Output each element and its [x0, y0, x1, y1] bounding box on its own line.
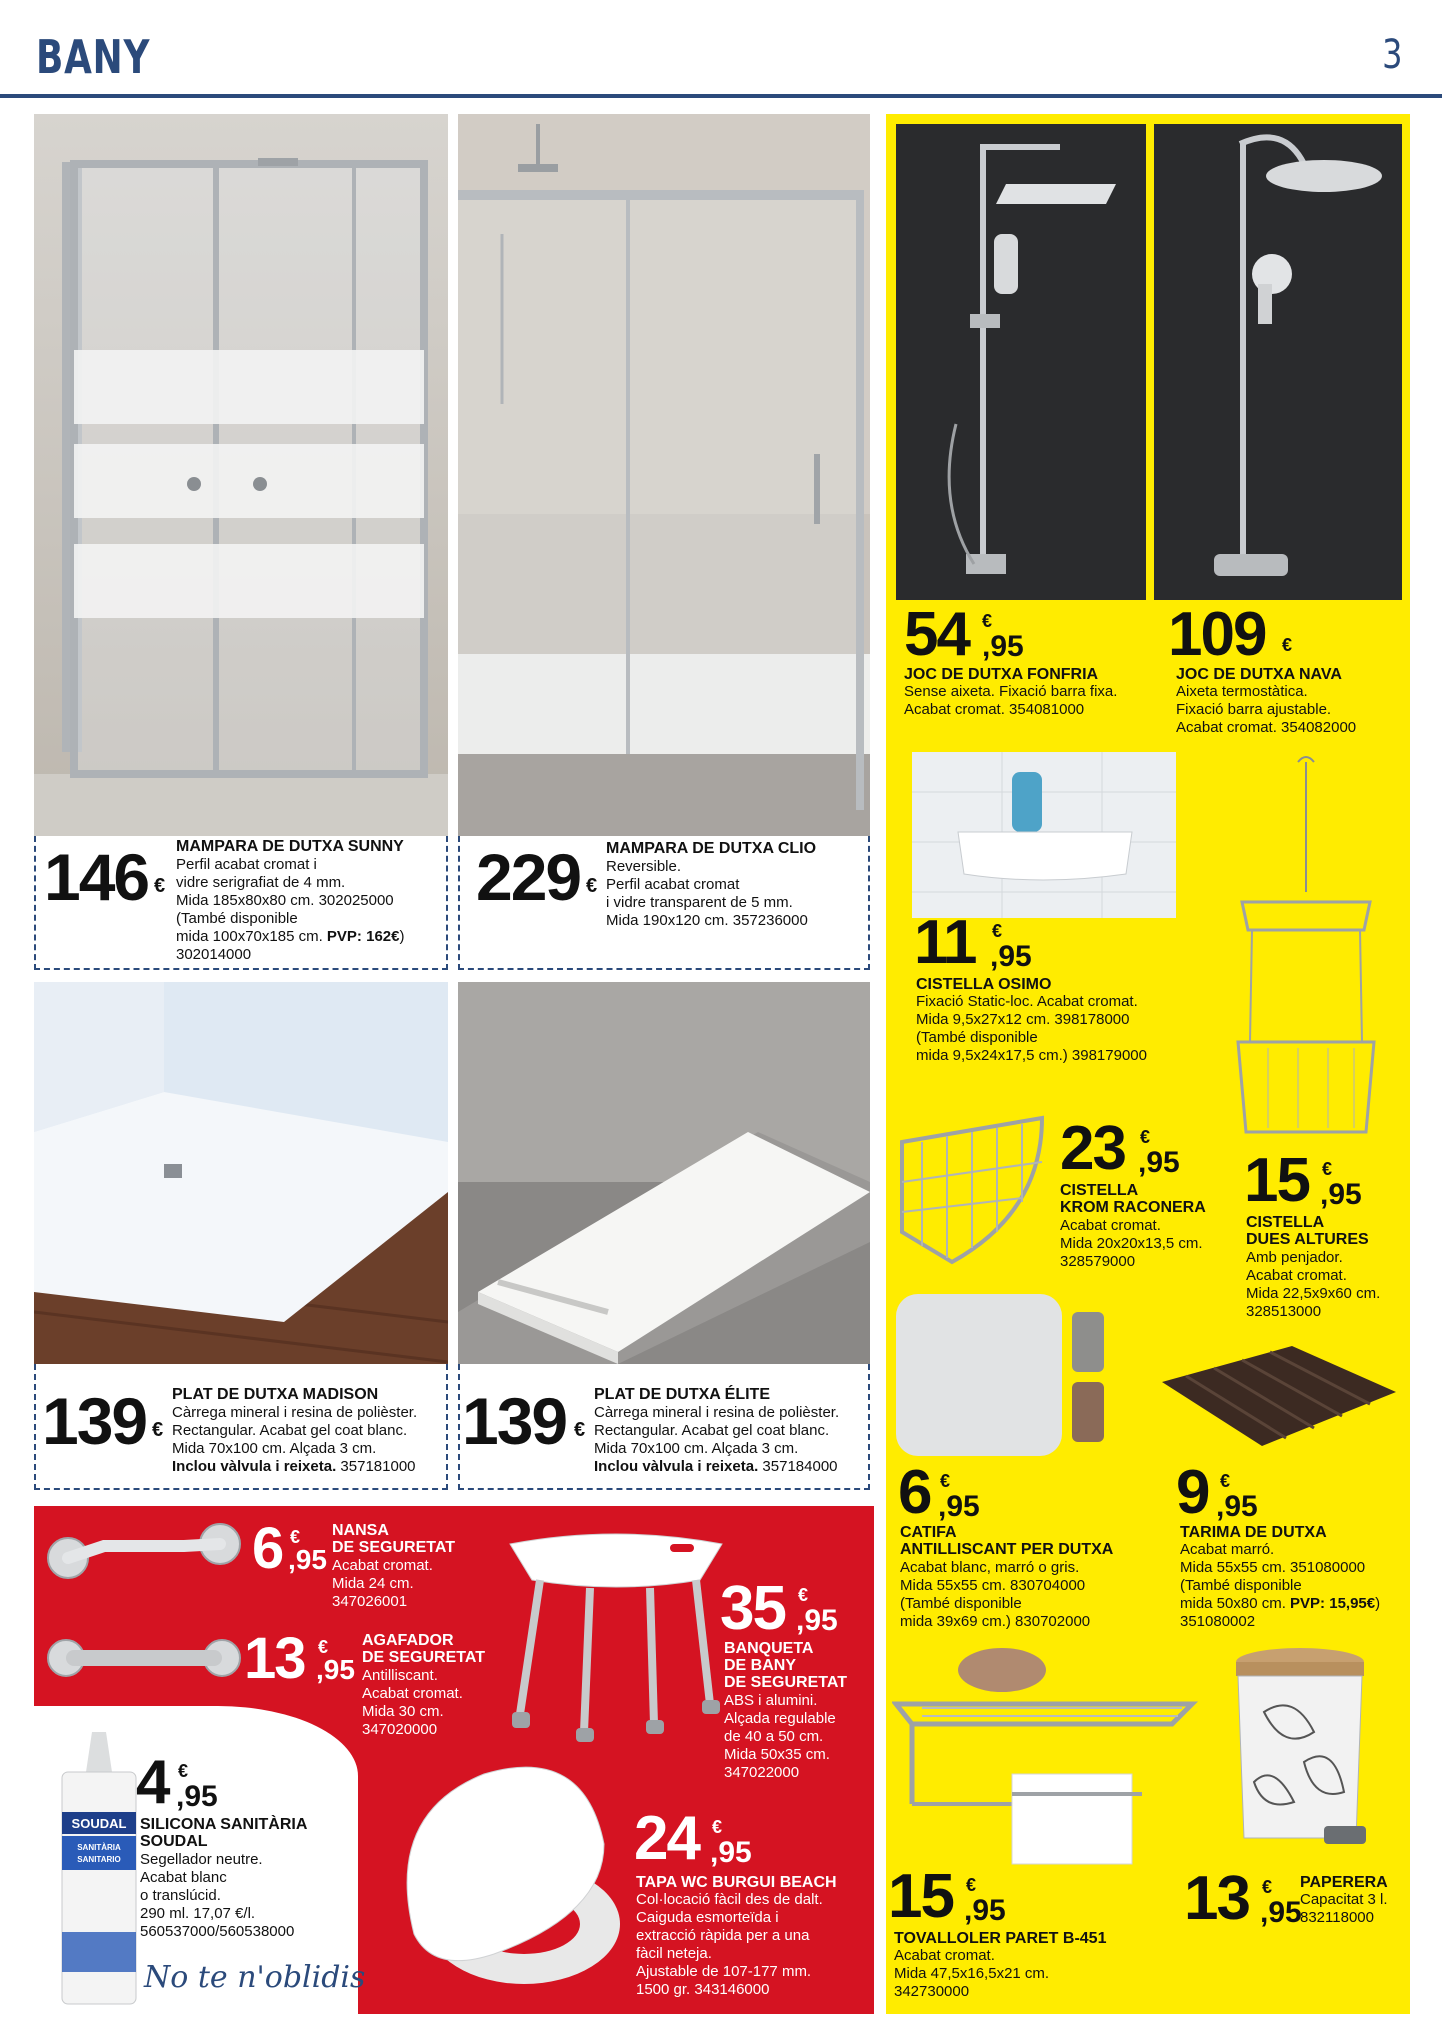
product-desc: Càrrega mineral i resina de polièster. Rectangular. Acabat gel coat blanc. Mida 70x100 cm. Alçada 3 cm. Inclou vàlvula i reixeta. 357184000 — [594, 1404, 840, 1475]
product-title: CATIFA ANTILLISCANT PER DUTXA — [900, 1524, 1114, 1558]
price-int: 13 — [244, 1626, 305, 1691]
product-title: MAMPARA DE DUTXA SUNNY — [176, 838, 404, 855]
price-int: 54 — [904, 600, 969, 669]
anti-slip-mat-photo — [894, 1292, 1106, 1458]
product-title: SILICONA SANITÀRIA SOUDAL — [140, 1816, 308, 1850]
product-title: TARIMA DE DUTXA — [1180, 1524, 1327, 1541]
brand-sublabel: SANITARIO — [77, 1855, 121, 1864]
toilet-seat-photo — [374, 1754, 630, 2006]
price-int: 9 — [1176, 1458, 1209, 1527]
price-dec: ,95 — [938, 1490, 980, 1523]
shower-set-fonfria-photo — [896, 124, 1146, 600]
price-dec: ,95 — [1216, 1490, 1258, 1523]
product-desc: Reversible. Perfil acabat cromat i vidre transparent de 5 mm. Mida 190x120 cm. 357236000 — [606, 858, 808, 929]
product-desc: Amb penjador. Acabat cromat. Mida 22,5x9x60 cm. 328513000 — [1246, 1249, 1381, 1320]
product-title: CISTELLA DUES ALTURES — [1246, 1214, 1369, 1248]
product-desc: Acabat blanc, marró o gris. Mida 55x55 cm. 830704000 (També disponible mida 39x69 cm.) 830702000 — [900, 1559, 1091, 1630]
price-currency: € — [152, 1419, 164, 1441]
price-dec: ,95 — [990, 940, 1032, 973]
price-dec: ,95 — [1320, 1178, 1362, 1211]
product-desc: Acabat cromat. Mida 20x20x13,5 cm. 328579000 — [1060, 1217, 1203, 1270]
price-int: 6 — [252, 1516, 283, 1581]
price-currency: € — [1262, 1877, 1273, 1897]
pedal-bin-photo — [1224, 1642, 1376, 1856]
price-dec: ,95 — [1138, 1146, 1180, 1179]
brand-sublabel: SANITÀRIA — [77, 1843, 121, 1852]
price-currency: € — [798, 1585, 809, 1605]
product-desc: Antilliscant. Acabat cromat. Mida 30 cm. 347020000 — [362, 1667, 463, 1738]
product-desc: Sense aixeta. Fixació barra fixa. Acabat cromat. 354081000 — [904, 683, 1118, 718]
shower-set-nava-photo — [1154, 124, 1402, 600]
product-title: PLAT DE DUTXA MADISON — [172, 1386, 379, 1403]
shower-tray-elite-photo — [458, 982, 870, 1364]
price-dec: ,95 — [964, 1894, 1006, 1927]
brand-label: SOUDAL — [71, 1816, 127, 1831]
price-int: 139 — [462, 1384, 567, 1458]
product-title: TAPA WC BURGUI BEACH — [636, 1874, 837, 1891]
price-dec: ,95 — [288, 1544, 327, 1575]
price-int: 15 — [888, 1862, 953, 1931]
product-title: JOC DE DUTXA FONFRIA — [904, 666, 1099, 683]
price-currency: € — [154, 875, 166, 897]
price-dec: ,95 — [316, 1654, 355, 1685]
product-desc: Acabat cromat. Mida 47,5x16,5x21 cm. 342730000 — [894, 1947, 1050, 2000]
price-int: 13 — [1184, 1864, 1249, 1933]
product-title: PLAT DE DUTXA ÉLITE — [594, 1386, 770, 1403]
price-currency: € — [1322, 1159, 1333, 1179]
page-number: 3 — [1381, 32, 1402, 78]
price-dec: ,95 — [710, 1836, 752, 1869]
price-dec: ,95 — [982, 630, 1024, 663]
product-title: JOC DE DUTXA NAVA — [1176, 666, 1342, 683]
product-title: PAPERERA — [1300, 1874, 1388, 1891]
shower-screen-clio-photo — [458, 114, 870, 836]
product-title: NANSA DE SEGURETAT — [332, 1522, 455, 1556]
price-int: 4 — [136, 1748, 169, 1817]
product-desc: Capacitat 3 l. 832118000 — [1300, 1891, 1388, 1926]
product-title: AGAFADOR DE SEGURETAT — [362, 1632, 485, 1666]
price-int: 139 — [42, 1384, 147, 1458]
price-currency: € — [1220, 1471, 1231, 1491]
product-desc: ABS i alumini. Alçada regulable de 40 a 50 cm. Mida 50x35 cm. 347022000 — [724, 1692, 836, 1781]
basket-two-levels-photo — [1228, 752, 1384, 1138]
price-currency: € — [586, 875, 598, 897]
product-desc: Acabat marró. Mida 55x55 cm. 351080000 (També disponible mida 50x80 cm. PVP: 15,95€) 351080002 — [1180, 1541, 1381, 1630]
price-currency: € — [712, 1817, 723, 1837]
product-title: CISTELLA OSIMO — [916, 976, 1052, 993]
price-int: 109 — [1168, 600, 1266, 669]
price-currency: € — [966, 1875, 977, 1895]
safety-handle-photo — [44, 1516, 244, 1586]
price-int: 229 — [476, 840, 581, 914]
shower-tray-madison-photo — [34, 982, 448, 1364]
header-rule — [0, 94, 1442, 98]
price-currency: € — [290, 1527, 301, 1547]
price-currency: € — [940, 1471, 951, 1491]
section-title: BANY — [36, 30, 151, 84]
price-dec: ,95 — [1260, 1896, 1302, 1929]
shower-screen-sunny-photo — [34, 114, 448, 836]
price-currency: € — [982, 611, 993, 631]
product-desc: Fixació Static-loc. Acabat cromat. Mida 9,5x27x12 cm. 398178000 (També disponible mida 9,5x24x17,5 cm.) 398179000 — [916, 993, 1147, 1064]
price-dec: ,95 — [176, 1780, 218, 1813]
product-desc: Càrrega mineral i resina de polièster. Rectangular. Acabat gel coat blanc. Mida 70x100 cm. Alçada 3 cm. Inclou vàlvula i reixeta. 357181000 — [172, 1404, 418, 1475]
price-currency: € — [1282, 635, 1293, 655]
shower-stool-photo — [500, 1514, 732, 1744]
price-int: 24 — [634, 1804, 699, 1873]
silicone-cartridge-photo — [56, 1732, 142, 2006]
price-currency: € — [318, 1637, 329, 1657]
product-desc: Col·locació fàcil des de dalt. Caiguda esmorteïda i extracció ràpida per a una fàcil neteja. Ajustable de 107-177 mm. 1500 gr. 343146000 — [636, 1891, 823, 1998]
price-int: 23 — [1060, 1114, 1125, 1183]
price-currency: € — [574, 1419, 586, 1441]
product-desc: Perfil acabat cromat i vidre serigrafiat de 4 mm. Mida 185x80x80 cm. 302025000 (També disponible mida 100x70x185 cm. PVP: 162€) 302014000 — [176, 856, 405, 963]
grab-bar-photo — [44, 1628, 244, 1688]
basket-osimo-photo — [912, 752, 1176, 918]
price-int: 146 — [44, 840, 149, 914]
product-title: MAMPARA DE DUTXA CLIO — [606, 840, 817, 857]
product-desc: Aixeta termostàtica. Fixació barra ajustable. Acabat cromat. 354082000 — [1176, 683, 1357, 736]
price-int: 35 — [720, 1574, 785, 1643]
product-desc: Acabat cromat. Mida 24 cm. 347026001 — [332, 1557, 433, 1610]
product-title: TOVALLOLER PARET B-451 — [894, 1930, 1107, 1947]
price-dec: ,95 — [796, 1604, 838, 1637]
price-int: 11 — [914, 908, 976, 977]
product-title: CISTELLA KROM RACONERA — [1060, 1182, 1206, 1216]
shower-deck-photo — [1152, 1342, 1404, 1450]
price-currency: € — [178, 1761, 189, 1781]
product-desc: Segellador neutre. Acabat blanc o translúcid. 290 ml. 17,07 €/l. 560537000/560538000 — [140, 1851, 295, 1940]
product-title: BANQUETA DE BANY DE SEGURETAT — [724, 1640, 847, 1691]
price-currency: € — [1140, 1127, 1151, 1147]
price-currency: € — [992, 921, 1003, 941]
price-int: 6 — [898, 1458, 931, 1527]
corner-basket-krom-photo — [892, 1112, 1058, 1272]
reminder-slogan: No te n'oblidis — [144, 1960, 366, 1995]
towel-rack-photo — [892, 1644, 1204, 1872]
price-int: 15 — [1244, 1146, 1309, 1215]
